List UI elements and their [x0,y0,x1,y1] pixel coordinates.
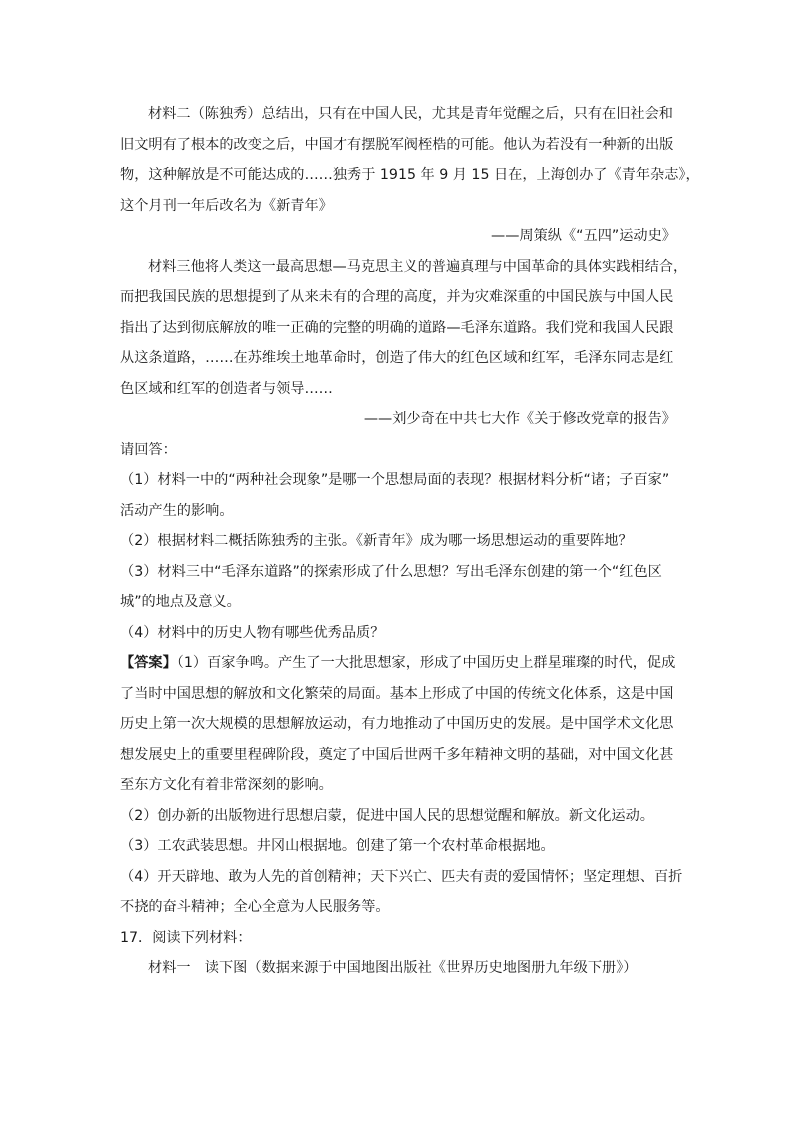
answer-1-line-2: 了当时中国思想的解放和文化繁荣的局面。基本上形成了中国的传统文化体系，这是中国 [120,685,674,702]
question-1-line-2: 活动产生的影响。 [120,502,234,519]
answer-2: （2）创办新的出版物进行思想启蒙，促进中国人民的思想觉醒和解放。新文化运动。 [120,807,654,824]
material-three-line-5: 色区域和红军的创造者与领导…… [120,380,333,397]
material-three-line-3: 指出了达到彻底解放的唯一正确的完整的明确的道路—毛泽东道路。我们党和我国人民跟 [120,319,674,336]
material-three-line-4: 从这条道路，……在苏维埃土地革命时，创造了伟大的红色区域和红军，毛泽东同志是红 [120,350,674,366]
material-two-line-1: 材料二（陈独秀）总结出，只有在中国人民，尤其是青年觉醒之后，只有在旧社会和 [148,106,673,122]
material-three-source: ——刘少奇在中共七大作《关于修改党章的报告》 [363,411,676,427]
question-17-material-one: 材料一 读下图（数据来源于中国地图出版社《世界历史地图册九年级下册》） [148,960,638,976]
material-two-line-2: 旧文明有了根本的改变之后，中国才有摆脱军阀桎梏的可能。他认为若没有一种新的出版 [120,136,674,153]
answer-label: 【答案】 [120,655,177,671]
answer-3: （3）工农武装思想。井冈山根据地。创建了第一个农村革命根据地。 [120,838,555,854]
prompt-answer-request: 请回答： [120,441,177,458]
question-4: （4）材料中的历史人物有哪些优秀品质？ [120,624,385,641]
answer-4-line-1: （4）开天辟地、敢为人先的首创精神；天下兴亡、匹夫有责的爱国情怀；坚定理想、百折 [120,868,683,885]
answer-1-line-4: 想发展史上的重要里程碑阶段，奠定了中国后世两千多年精神文明的基础，对中国文化甚 [120,746,674,763]
question-3-line-2: 城”的地点及意义。 [120,594,241,610]
answer-1-line-1 [120,648,676,679]
answer-4-line-2: 不挠的奋斗精神；全心全意为人民服务等。 [120,899,390,915]
material-two-line-4: 这个月刊一年后改名为《新青年》 [120,197,333,214]
material-two-source: ——周策纵《“五四”运动史》 [491,228,676,244]
material-two-line-3: 物，这种解放是不可能达成的……独秀于 1915 年 9 月 15 日在，上海创办了《青年杂志》， [120,167,700,183]
question-content [120,99,700,984]
answer-1-text: （1）百家争鸣。产生了一大批思想家，形成了中国历史上群星璀璨的时代，促成 [176,655,676,671]
question-3-line-1: （3）材料三中“毛泽东道路”的探索形成了什么思想？写出毛泽东创建的第一个“红色区 [120,563,662,580]
answer-1-line-5: 至东方文化有着非常深刻的影响。 [120,777,333,793]
question-2: （2）根据材料二概括陈独秀的主张。《新青年》成为哪一场思想运动的重要阵地？ [120,533,633,549]
material-three-line-1: 材料三他将人类这一最高思想—马克思主义的普遍真理与中国革命的具体实践相结合， [148,258,688,275]
question-17-heading: 17．阅读下列材料： [120,929,252,946]
answer-1-line-3: 历史上第一次大规模的思想解放运动，有力地推动了中国历史的发展。是中国学术文化思 [120,716,674,732]
question-1-line-1: （1）材料一中的“两种社会现象”是哪一个思想局面的表现？根据材料分析“诸；子百家” [120,472,670,488]
material-three-line-2: 而把我国民族的思想提到了从来未有的合理的高度，并为灾难深重的中国民族与中国人民 [120,289,674,305]
